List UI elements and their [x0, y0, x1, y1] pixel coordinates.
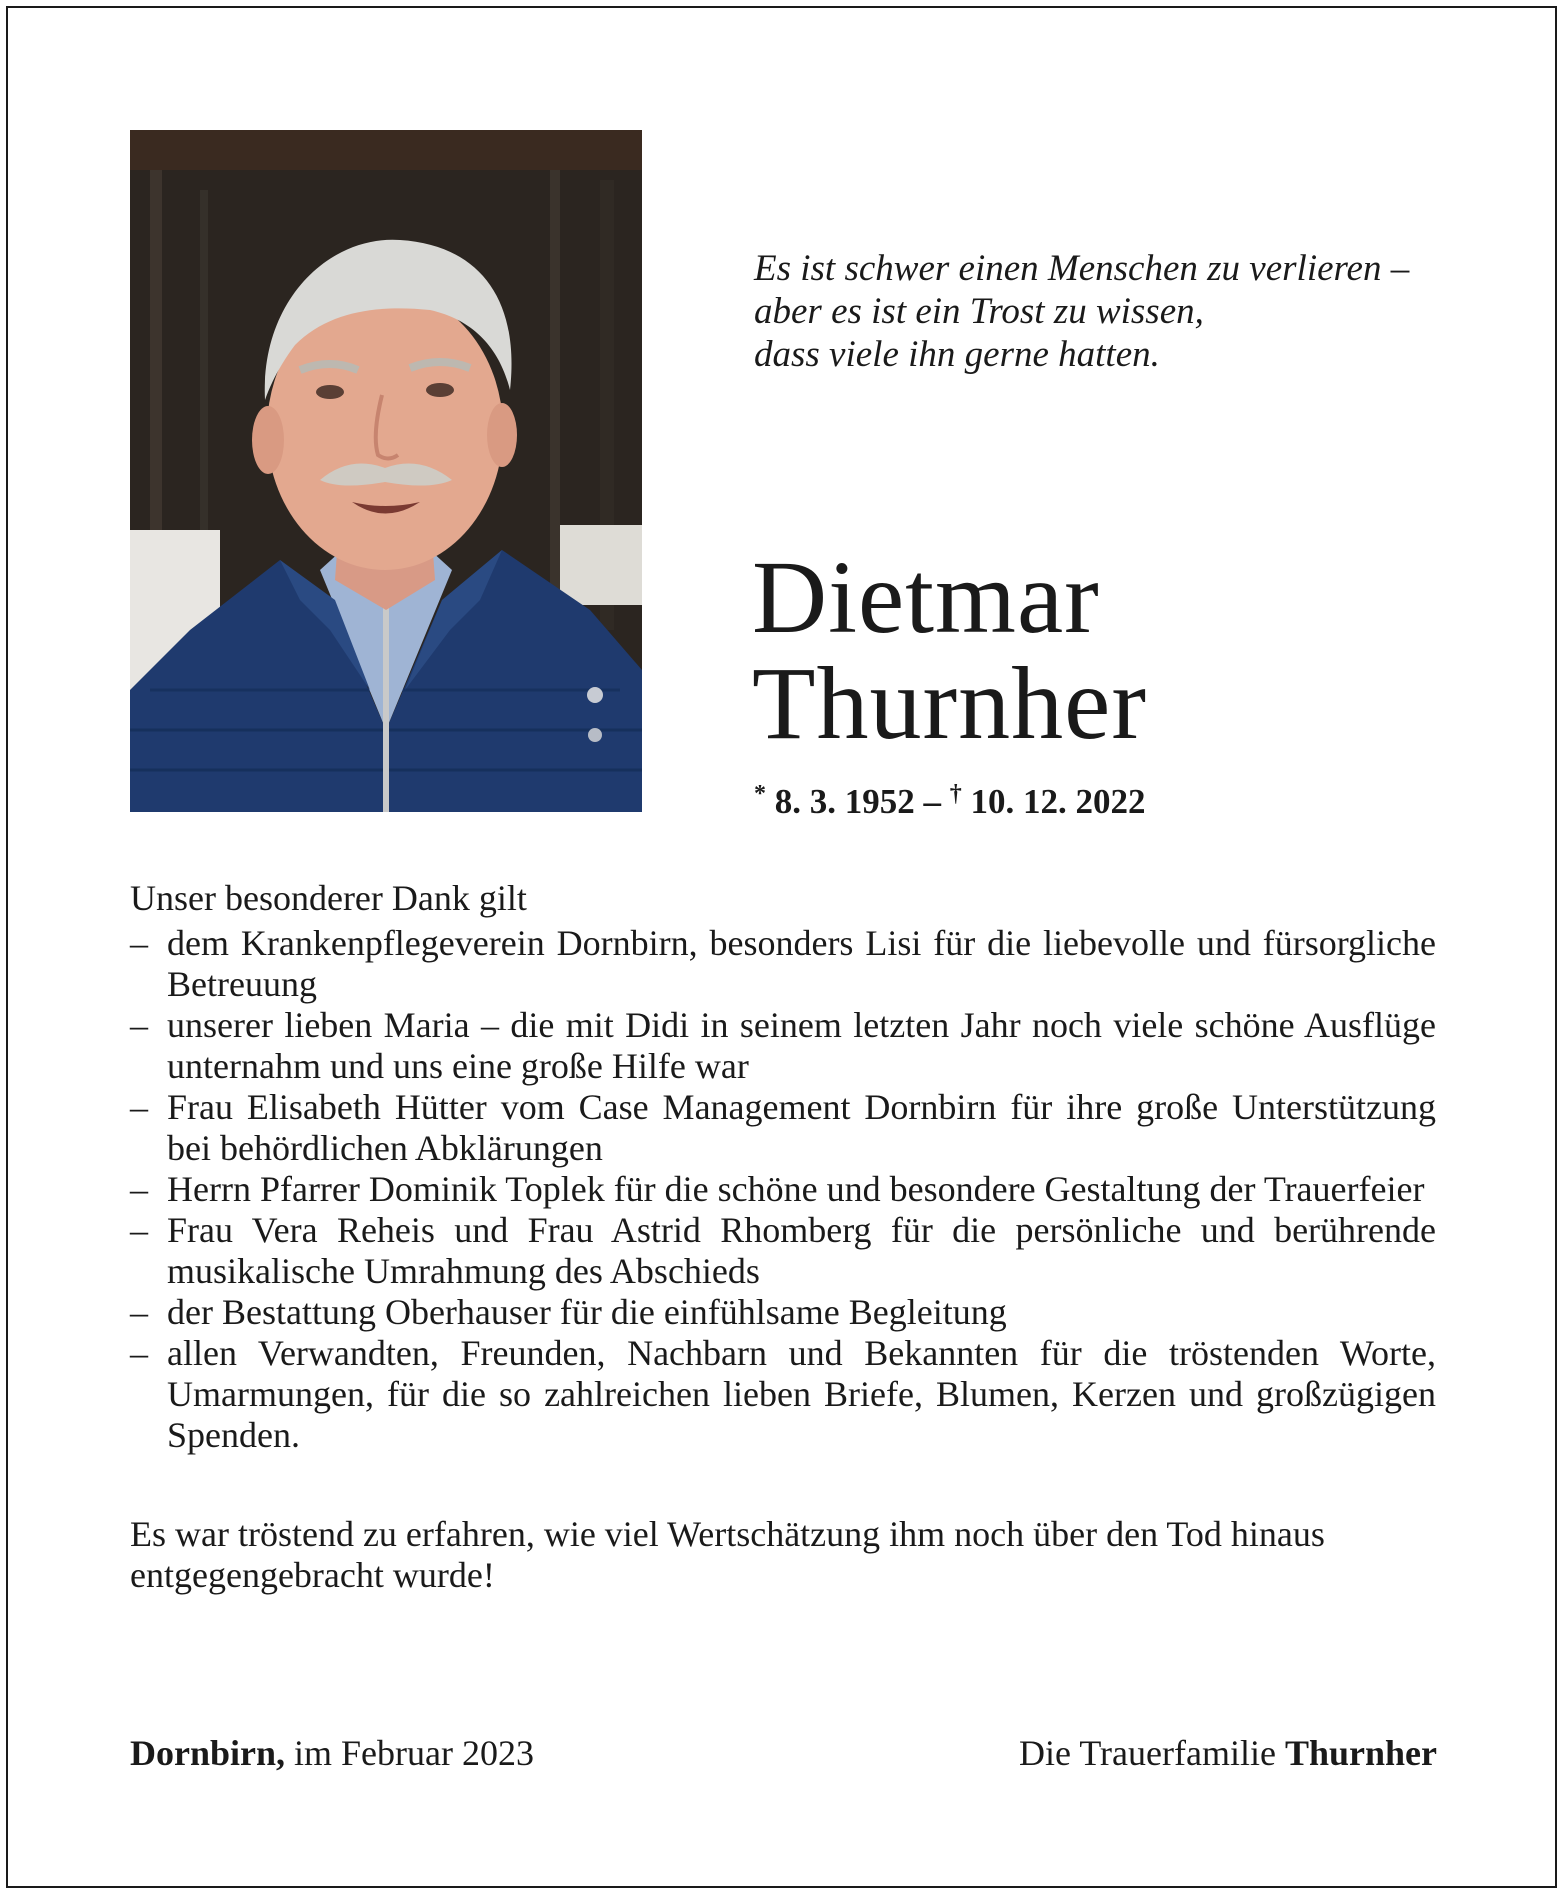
list-item [130, 1333, 1436, 1456]
portrait-photo [130, 130, 642, 812]
place-date [130, 1732, 534, 1774]
quote-line: dass viele ihn gerne hatten. [754, 334, 1160, 375]
quote-line: Es ist schwer einen Menschen zu verlieren – [754, 248, 1410, 289]
first-name: Dietmar [752, 540, 1100, 655]
birth-symbol: * [754, 781, 766, 807]
list-item [130, 1169, 1436, 1210]
portrait-illustration [130, 130, 642, 812]
family-signature [1019, 1732, 1437, 1774]
bullet-dash: – [130, 1087, 148, 1127]
list-item-text: Frau Vera Reheis und Frau Astrid Rhomberg für die persönliche und berührende musikalische Umrahmung des Abschieds [167, 1210, 1436, 1291]
family-prefix: Die Trauerfamilie [1019, 1733, 1285, 1773]
memorial-quote [754, 247, 1454, 376]
thanks-section [130, 878, 1436, 1596]
list-item [130, 1005, 1436, 1087]
date-separator: – [914, 782, 950, 821]
death-symbol: † [949, 781, 962, 807]
list-item [130, 1087, 1436, 1169]
birth-date: 8. 3. 1952 [774, 782, 915, 821]
bullet-dash: – [130, 923, 148, 963]
list-item-text: Frau Elisabeth Hütter vom Case Management Dornbirn für ihre große Unterstützung bei behördlichen Abklärungen [167, 1087, 1436, 1168]
bullet-dash: – [130, 1005, 148, 1045]
bullet-dash: – [130, 1210, 148, 1250]
closing-statement: Es war tröstend zu erfahren, wie viel Wertschätzung ihm noch über den Tod hinaus entgegengebracht wurde! [130, 1514, 1325, 1595]
thanks-intro: Unser besonderer Dank gilt [130, 878, 527, 918]
list-item [130, 1210, 1436, 1292]
list-item [130, 1292, 1436, 1333]
date-text: im Februar 2023 [285, 1733, 534, 1773]
last-name: Thurnher [752, 646, 1147, 761]
deceased-name [752, 540, 1147, 761]
bullet-dash: – [130, 1333, 148, 1373]
quote-line: aber es ist ein Trost zu wissen, [754, 291, 1204, 332]
thanks-list [130, 923, 1436, 1456]
family-name: Thurnher [1284, 1733, 1437, 1773]
bullet-dash: – [130, 1292, 148, 1332]
list-item-text: allen Verwandten, Freunden, Nachbarn und Bekannten für die tröstenden Worte, Umarmungen, für die so zahlreichen lieben Briefe, Blumen, Kerzen und großzügigen Spenden. [167, 1333, 1436, 1455]
bullet-dash: – [130, 1169, 148, 1209]
life-dates [754, 782, 1146, 822]
list-item-text: der Bestattung Oberhauser für die einfühlsame Begleitung [167, 1292, 1007, 1332]
list-item [130, 923, 1436, 1005]
list-item-text: Herrn Pfarrer Dominik Toplek für die schöne und besondere Gestaltung der Trauerfeier [167, 1169, 1425, 1209]
list-item-text: unserer lieben Maria – die mit Didi in seinem letzten Jahr noch viele schöne Ausflüge unternahm und uns eine große Hilfe war [167, 1005, 1436, 1086]
list-item-text: dem Krankenpflegeverein Dornbirn, besonders Lisi für die liebevolle und fürsorgliche Betreuung [167, 923, 1436, 1004]
death-date: 10. 12. 2022 [970, 782, 1146, 821]
place: Dornbirn, [130, 1733, 286, 1773]
